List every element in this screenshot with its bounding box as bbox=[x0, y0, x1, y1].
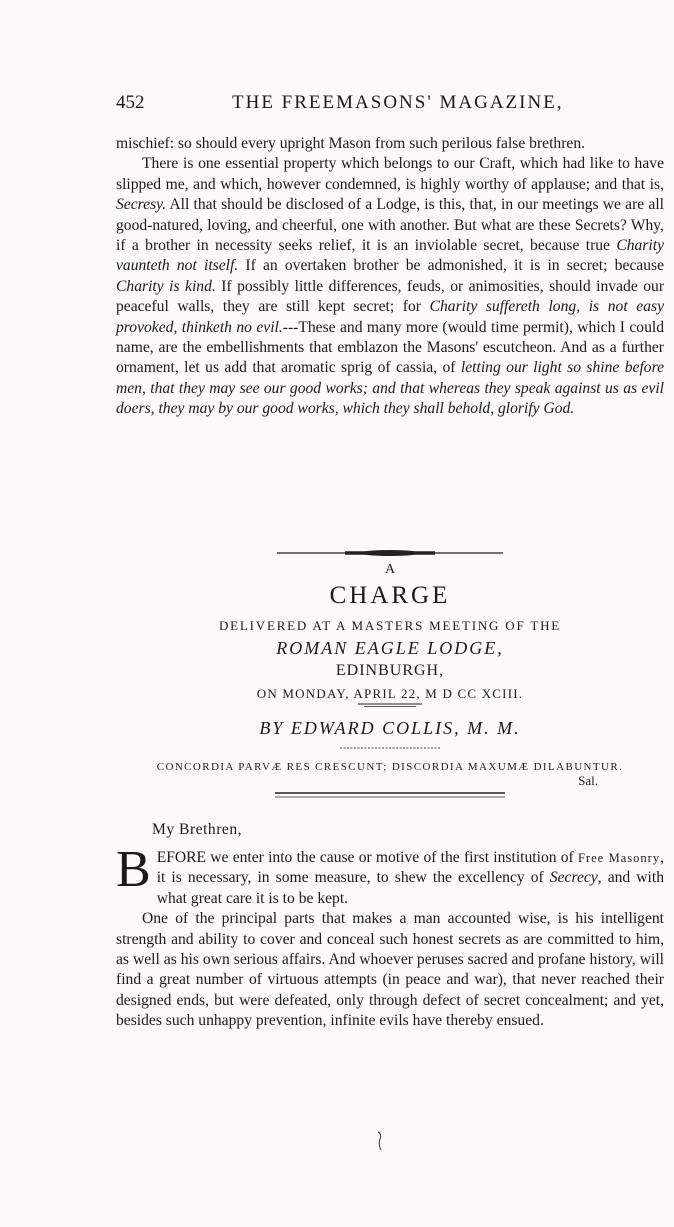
title-city: EDINBURGH, bbox=[335, 662, 445, 679]
drop-cap: B bbox=[116, 841, 151, 898]
charge-body bbox=[116, 841, 664, 1032]
short-divider bbox=[358, 702, 422, 708]
text-run: If an overtaken brother be admonished, it is in secret; because bbox=[238, 257, 664, 275]
text-run: There is one essential property which belongs to our Craft, which had like to have slipped me, and which, however condemned, is highly worthy of applause; and that is, bbox=[116, 155, 664, 193]
ornamental-divider bbox=[275, 548, 505, 558]
title-author: BY EDWARD COLLIS, M. M. bbox=[259, 718, 521, 738]
text-run: All that should be disclosed of a Lodge, is this, that, in our meetings we are all good-natured, loving, and cheerful, one with another. But what are these Secrets? Why, if a brother in necessity seeks relief, it is an inviolable secret, because true bbox=[116, 196, 664, 255]
motto-source: Sal. bbox=[578, 773, 598, 788]
dotted-divider bbox=[340, 745, 440, 751]
text-run: letting our light so shine before men, that they may see our good works; and that whereas they speak against us as evil doers, they may by our good works, which they shall behold, glorify God. bbox=[116, 359, 664, 418]
title-delivered-line: DELIVERED AT A MASTERS MEETING OF THE bbox=[218, 618, 562, 633]
printer-mark-icon bbox=[376, 1130, 384, 1152]
paragraph-before bbox=[116, 841, 664, 909]
paragraph-continuation bbox=[116, 134, 664, 154]
page-header bbox=[116, 92, 664, 122]
text-run: , it is necessary, in some measure, to shew the excellency of bbox=[156, 849, 664, 887]
paragraph-secrecy bbox=[116, 154, 664, 419]
title-article: A bbox=[384, 562, 396, 577]
text-run: Secrecy bbox=[549, 869, 598, 887]
text-run: , and with what great care it is to be kept. bbox=[156, 869, 664, 907]
text-run: Charity suffereth long, is not easy provoked, thinketh no evil. bbox=[116, 298, 664, 336]
charge-title-block bbox=[116, 548, 664, 799]
paragraph-before-text bbox=[157, 849, 664, 907]
page-mark bbox=[376, 1130, 384, 1157]
text-run: If possibly little differences, feuds, or animosities, should invade our peaceful walls, they are still kept secret; for bbox=[116, 277, 665, 316]
text-run: mischief: so should every upright Mason from such perilous false brethren. bbox=[116, 135, 586, 152]
double-rule-divider bbox=[275, 791, 505, 799]
salutation: My Brethren, bbox=[152, 821, 243, 838]
text-run: Secresy. bbox=[116, 196, 167, 214]
text-run: Charity is kind. bbox=[116, 277, 216, 295]
title-charge: CHARGE bbox=[329, 582, 451, 609]
text-run: ---These and many more (would time permit), which I could name, are the embellishments that emblazon the Masons' escutcheon. And as a further ornament, let us add that aromatic sprig of cassia, of bbox=[116, 318, 664, 377]
title-lodge: ROMAN EAGLE LODGE, bbox=[276, 638, 504, 658]
paragraph-wise: One of the principal parts that makes a man accounted wise, is his intelligent strength and ability to cover and conceal such honest secrets as are committed to him, as well as his own serious affairs. And whoever peruses sacred and profane history, will find a great number of virtuous attempts (in peace and war), that never reached their designed ends, but were defeated, only through defect of secret concealment; and yet, besides such unhappy prevention, infinite evils have thereby ensued. bbox=[116, 910, 664, 1030]
text-run: EFORE we enter into the cause or motive of the first institution of bbox=[156, 849, 578, 866]
page-number: 452 bbox=[116, 92, 145, 113]
title-date: ON MONDAY, APRIL 22, M D CC XCIII. bbox=[256, 686, 524, 701]
running-head: THE FREEMASONS' MAGAZINE, bbox=[232, 92, 564, 113]
continued-text bbox=[116, 134, 664, 420]
text-run: Charity vaunteth not itself. bbox=[116, 237, 664, 275]
latin-motto: CONCORDIA PARVÆ RES CRESCUNT; DISCORDIA MAXUMÆ DILABUNTUR. bbox=[156, 761, 624, 773]
text-run: Free Masonry bbox=[577, 851, 661, 865]
